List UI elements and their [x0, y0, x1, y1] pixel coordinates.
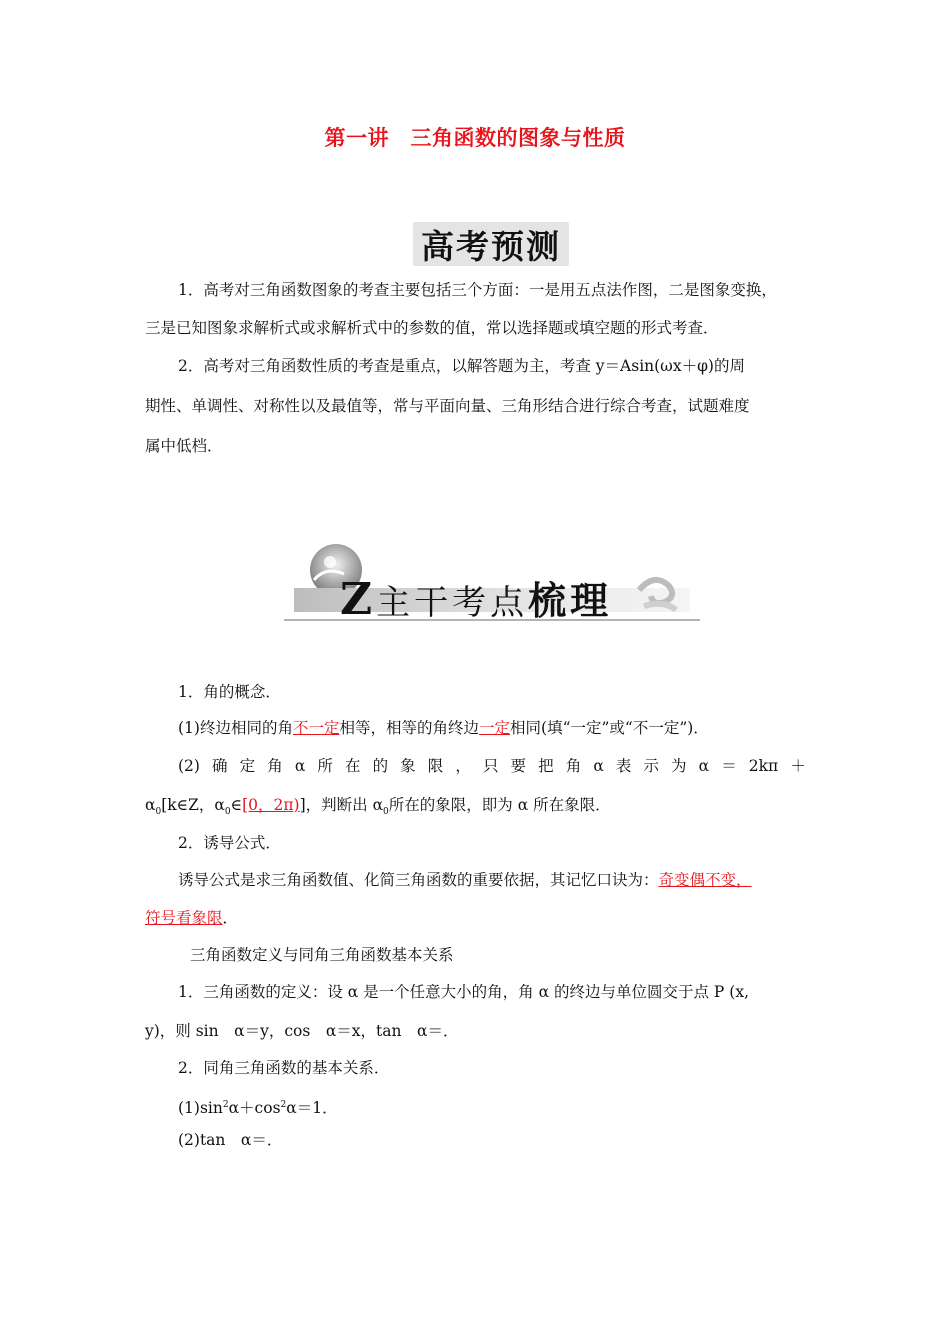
s2-answer-2: 符号看象限: [145, 909, 223, 927]
s1-line1: [178, 718, 709, 738]
s1-l2-token: α: [294, 757, 306, 775]
s1-l2-token: 的: [372, 757, 389, 775]
banner-review-text: 主干考点: [376, 583, 529, 623]
s1-l2-token: 限: [427, 757, 444, 775]
s1-answer-1: 不一定: [292, 719, 340, 737]
s3-head: 三角函数定义与同角三角函数基本关系: [190, 946, 454, 964]
banner-review-title: [340, 570, 612, 625]
s1-answer-3: [0，2π): [242, 796, 300, 814]
s1-l2-token: ＋: [790, 757, 806, 775]
s2-line1: [178, 870, 752, 890]
section-banner-prediction: [413, 222, 569, 266]
s1-l1-pre: (1)终边相同的角: [178, 719, 293, 737]
s1-l1-mid: 相等，相等的角终边: [339, 719, 479, 737]
s1-l2-token: 所: [317, 757, 333, 775]
s3-f1-sup2: 2: [280, 1100, 287, 1110]
s3-f1-sup1: 2: [222, 1100, 229, 1110]
s1-l3-sub3: 0: [383, 807, 389, 818]
prediction-p1-line2: 三是已知图象求解析式或求解析式中的参数的值，常以选择题或填空题的形式考查．: [145, 319, 719, 337]
s1-l2-token: 在: [344, 757, 361, 775]
s3-def2: 2．同角三角函数的基本关系．: [178, 1059, 390, 1077]
s1-l3-mid: [k∈Z，α: [161, 796, 225, 814]
s1-l3-sub2: 0: [224, 807, 231, 818]
s1-l2-token: 确: [212, 757, 228, 775]
s1-l3-alpha: α: [145, 796, 156, 814]
s1-l2-token: 要: [510, 757, 527, 775]
s1-line3: [145, 795, 611, 822]
s3-f1-pre: (1)sin: [178, 1099, 223, 1118]
s2-l1-pre: 诱导公式是求三角函数值、化简三角函数的重要依据，其记忆口诀为：: [178, 871, 659, 889]
s1-l3-mid2: ∈: [230, 796, 243, 814]
s3-def1-line1: 1．三角函数的定义：设 α 是一个任意大小的角，角 α 的终边与单位圆交于点 P (x,: [178, 983, 750, 1001]
s3-def1-line2: y)，则 sin α＝y，cos α＝x，tan α＝．: [145, 1022, 459, 1040]
s1-l2-token: α: [593, 757, 604, 775]
s1-l3-post: ]，判断出 α: [299, 796, 384, 814]
s1-l2-token: 定: [239, 757, 256, 775]
s2-l2-post: ．: [222, 909, 239, 927]
page-title: 第一讲 三角函数的图象与性质: [324, 126, 626, 150]
s1-l2-token: 角: [267, 757, 283, 775]
prediction-p1-line1: 1．高考对三角函数图象的考查主要包括三个方面：一是用五点法作图，二是图象变换，: [178, 281, 777, 299]
s1-l2-token: 2kπ: [748, 757, 779, 775]
s3-formula2: (2)tan α＝．: [178, 1131, 283, 1149]
s1-answer-2: 一定: [479, 719, 511, 737]
s1-l2-token: ，: [455, 757, 471, 775]
s1-line2: [178, 756, 806, 776]
s3-f1-post: α＝1．: [286, 1099, 338, 1118]
prediction-p2-line2: 期性、单调性、对称性以及最值等，常与平面向量、三角形结合进行综合考查，试题难度: [145, 397, 750, 415]
banner-prediction-label: 高考预测: [421, 226, 561, 266]
s1-l2-token: 把: [538, 757, 554, 775]
s1-l2-token: 象: [400, 757, 416, 775]
s1-l2-token: α: [698, 757, 710, 775]
s1-l2-token: (2): [178, 757, 200, 775]
s3-formula1: [178, 1095, 338, 1118]
s1-l2-token: 角: [565, 757, 582, 775]
s3-f1-mid: α＋cos: [228, 1099, 281, 1118]
s1-l2-token: 为: [671, 757, 687, 775]
prediction-p2-line1: 2．高考对三角函数性质的考查是重点，以解答题为主，考查 y＝Asin(ωx＋φ)的周: [178, 357, 745, 375]
s2-answer-1: 奇变偶不变，: [658, 871, 752, 889]
s1-l1-post: 相同(填“一定”或“不一定”)．: [510, 719, 709, 737]
s2-head: 2．诱导公式．: [178, 834, 281, 852]
s2-line2: [145, 908, 238, 928]
banner-review-letter: Z: [340, 574, 377, 625]
s1-l3-sub: 0: [155, 807, 162, 818]
s1-l2-token: ＝: [721, 757, 737, 775]
prediction-p2-line3: 属中低档．: [145, 437, 223, 455]
s1-head: 1．角的概念．: [178, 683, 281, 701]
banner-review-bold: 梳理: [528, 578, 613, 623]
s1-l2-token: 示: [643, 757, 659, 775]
s1-l3-post2: 所在的象限，即为 α 所在象限．: [388, 796, 611, 814]
s1-l2-token: 只: [482, 757, 499, 775]
s1-l2-token: 表: [615, 757, 632, 775]
